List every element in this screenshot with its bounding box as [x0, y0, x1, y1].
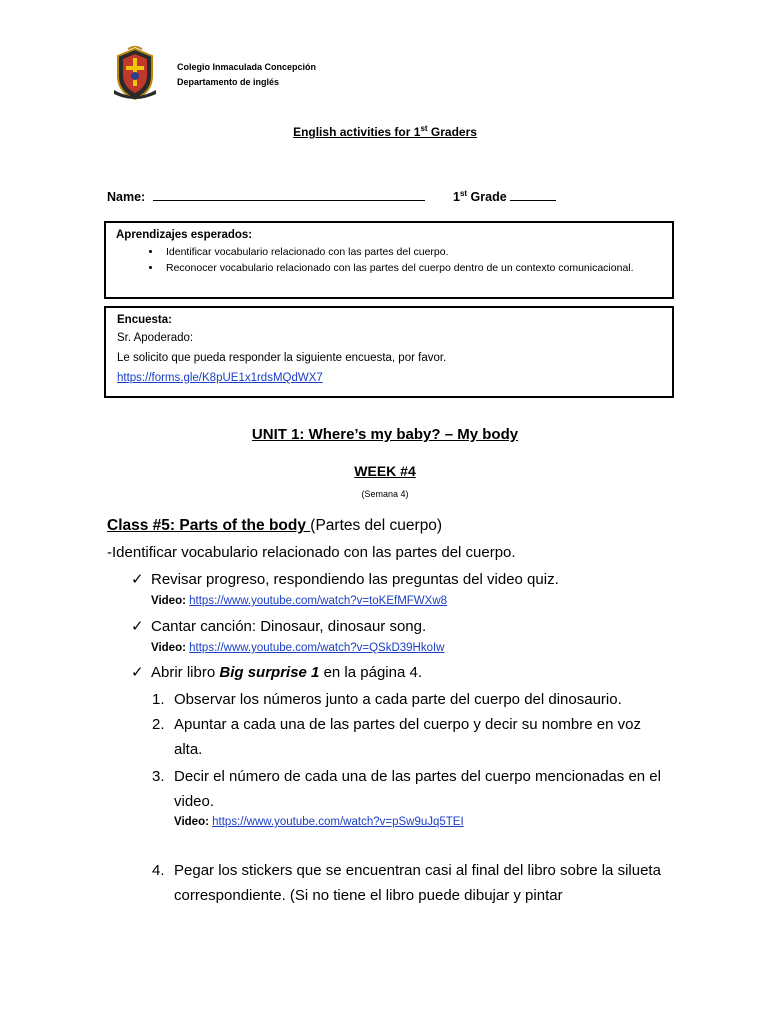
learning-objectives-heading: Aprendizajes esperados:: [116, 229, 253, 241]
check-icon: ✓: [131, 618, 144, 635]
video-link[interactable]: https://www.youtube.com/watch?v=QSkD39HkoIw: [189, 642, 445, 654]
survey-box: [104, 306, 674, 398]
survey-greeting: Sr. Apoderado:: [117, 332, 194, 344]
video-link[interactable]: https://www.youtube.com/watch?v=pSw9uJq5TEI: [212, 816, 464, 828]
step-item: 3. Decir el número de cada una de las partes del cuerpo mencionadas en el video.: [152, 768, 661, 810]
survey-link[interactable]: https://forms.gle/K8pUE1x1rdsMQdWX7: [117, 372, 323, 384]
class-objective: -Identificar vocabulario relacionado con las partes del cuerpo.: [107, 544, 516, 561]
checklist-item: ✓ Revisar progreso, respondiendo las preguntas del video quiz.: [131, 571, 559, 588]
name-field: [107, 188, 425, 204]
document-title: English activities for 1st Graders: [293, 124, 477, 139]
week-subtitle: (Semana 4): [361, 489, 409, 499]
video-line: Video: https://www.youtube.com/watch?v=QSkD39HkoIw: [151, 642, 445, 654]
grade-blank-line: [510, 188, 556, 201]
unit-title: UNIT 1: Where’s my baby? – My body: [251, 426, 519, 443]
step-item: 4. Pegar los stickers que se encuentran casi al final del libro sobre la silueta correspondiente. (Si no tiene el libro puede dibujar y pintar: [152, 862, 661, 904]
school-header: [177, 60, 316, 90]
department-name: Departamento de inglés: [177, 77, 280, 87]
check-icon: ✓: [131, 664, 144, 681]
week-title: WEEK #4: [354, 463, 416, 479]
grade-field: 1st Grade: [453, 188, 556, 204]
checklist-item: ✓ Cantar canción: Dinosaur, dinosaur song.: [131, 618, 427, 635]
school-name: Colegio Inmaculada Concepción: [177, 62, 317, 72]
learning-objective-item: • Identificar vocabulario relacionado con las partes del cuerpo.: [162, 245, 662, 261]
video-line: Video: https://www.youtube.com/watch?v=toKEfMFWXw8: [151, 595, 448, 607]
learning-objective-item: • Reconocer vocabulario relacionado con las partes del cuerpo dentro de un contexto comunicacional.: [162, 261, 662, 277]
step-item: 1. Observar los números junto a cada parte del cuerpo del dinosaurio.: [152, 691, 622, 708]
survey-heading: Encuesta:: [117, 314, 172, 326]
name-label: Name:: [107, 190, 146, 204]
name-blank-line: [153, 188, 425, 201]
video-line: Video: https://www.youtube.com/watch?v=pSw9uJq5TEI: [174, 816, 464, 828]
class-title: Class #5: Parts of the body (Partes del cuerpo): [107, 517, 443, 534]
learning-objectives-box: [104, 221, 674, 299]
step-item: 2. Apuntar a cada una de las partes del cuerpo y decir su nombre en voz alta.: [152, 716, 641, 758]
survey-request: Le solicito que pueda responder la siguiente encuesta, por favor.: [117, 352, 447, 364]
checklist-item: ✓ Abrir libro Big surprise 1 en la página 4.: [131, 664, 422, 681]
check-icon: ✓: [131, 571, 144, 588]
school-crest-logo: [112, 46, 158, 102]
video-link[interactable]: https://www.youtube.com/watch?v=toKEfMFWXw8: [189, 595, 448, 607]
